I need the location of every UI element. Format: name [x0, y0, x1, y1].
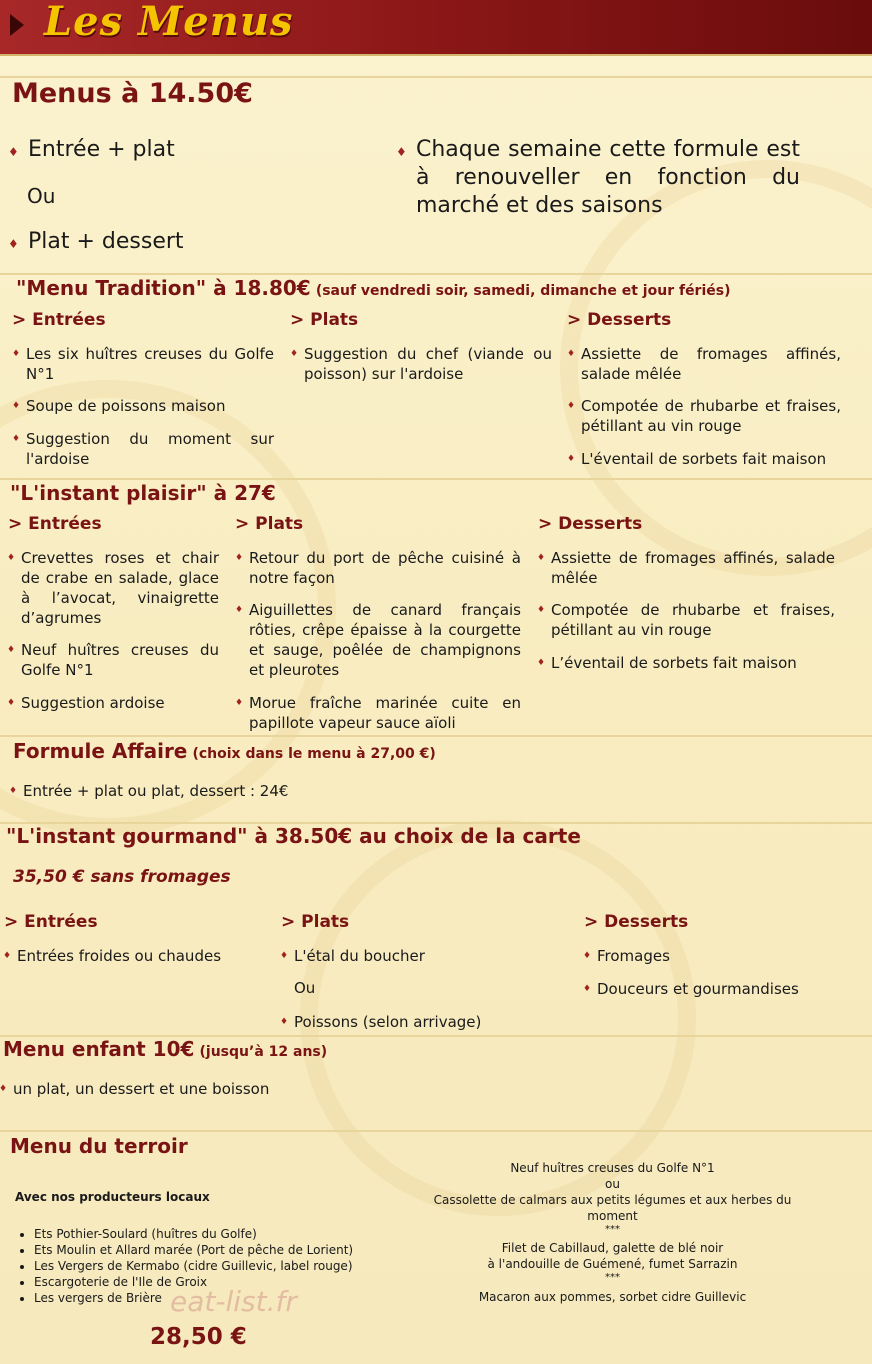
menu-or: Ou [294, 979, 316, 997]
menu-item: ♦ L'étal du boucher [280, 946, 554, 966]
menu-item: ♦ Compotée de rhubarbe et fraises, pétillant au vin rouge [567, 396, 841, 436]
menu-item: ♦ Assiette de fromages affinés, salade mêlée [537, 548, 835, 588]
menu-course: Neuf huîtres creuses du Golfe N°1 [510, 1161, 715, 1175]
menu-affaire-header [13, 739, 436, 763]
col-desserts-heading: > Desserts [584, 912, 689, 932]
menu-item: ♦ Compotée de rhubarbe et fraises, pétillant au vin rouge [537, 600, 835, 640]
menu-item: ♦ Soupe de poissons maison [12, 396, 274, 416]
producer-item: • Escargoterie de l'Ile de Groix [34, 1274, 353, 1290]
menu-item: ♦ Aiguillettes de canard français rôties, crêpe épaisse à la courgette et sauge, poêlée de champignons et pleurotes [235, 600, 521, 680]
divider [0, 273, 872, 275]
menu-terroir-title: Menu du terroir [10, 1134, 188, 1158]
divider [0, 1130, 872, 1132]
menu-14-or: Ou [27, 184, 56, 208]
menu-plaisir-title: "L'instant plaisir" à 27€ [10, 481, 276, 505]
separator: *** [605, 1272, 620, 1283]
menu-item: ♦ Fromages [583, 946, 857, 966]
menu-item: ♦ Assiette de fromages affinés, salade mêlée [567, 344, 841, 384]
producer-item: • Ets Pothier-Soulard (huîtres du Golfe) [34, 1226, 353, 1242]
menu-terroir-price: 28,50 € [150, 1324, 247, 1350]
col-desserts-heading: > Desserts [567, 310, 672, 330]
menu-tradition-title: "Menu Tradition" à 18.80€ [16, 276, 311, 300]
menu-gourmand-subtitle: 35,50 € sans fromages [13, 867, 231, 887]
header-banner [0, 0, 872, 56]
menu-affaire-note: (choix dans le menu à 27,00 €) [192, 746, 436, 762]
col-plats-heading: > Plats [235, 514, 304, 534]
menu-14-item: ♦ Entrée + plat [8, 136, 368, 164]
menu-item: ♦ Morue fraîche marinée cuite en papillote vapeur sauce aïoli [235, 693, 521, 733]
separator: *** [605, 1224, 620, 1235]
menu-item: ♦ Suggestion ardoise [7, 693, 219, 713]
producers-heading: Avec nos producteurs locaux [15, 1190, 210, 1204]
col-desserts-heading: > Desserts [538, 514, 643, 534]
menu-14-title: Menus à 14.50€ [12, 78, 253, 109]
producer-item: • Les Vergers de Kermabo (cidre Guillevic, label rouge) [34, 1258, 353, 1274]
menu-item: ♦ Entrée + plat ou plat, dessert : 24€ [9, 781, 423, 801]
col-entrees-heading: > Entrées [8, 514, 102, 534]
menu-item: ♦ L’éventail de sorbets fait maison [537, 653, 835, 673]
col-plats-heading: > Plats [281, 912, 350, 932]
menu-item: ♦ Neuf huîtres creuses du Golfe N°1 [7, 640, 219, 680]
divider [0, 478, 872, 480]
menu-item: ♦ Entrées froides ou chaudes [3, 946, 277, 966]
divider [0, 735, 872, 737]
page-title: Les Menus [44, 0, 294, 45]
menu-tradition-header [16, 276, 731, 300]
menu-item: ♦ Suggestion du moment sur l'ardoise [12, 429, 274, 469]
menu-course: Cassolette de calmars aux petits légumes et aux herbes du moment [433, 1193, 792, 1223]
producer-item: • Les vergers de Brière [34, 1290, 353, 1306]
menu-14-note: ♦ Chaque semaine cette formule est à renouveller en fonction du marché et des saisons [396, 136, 800, 220]
menu-gourmand-title: "L'instant gourmand" à 38.50€ au choix de la carte [6, 824, 581, 848]
watermark: eat-list.fr [170, 1285, 297, 1318]
menu-14-item: ♦ Plat + dessert [8, 228, 368, 256]
menu-item: ♦ Les six huîtres creuses du Golfe N°1 [12, 344, 274, 384]
arrow-icon [10, 14, 24, 36]
col-entrees-heading: > Entrées [4, 912, 98, 932]
menu-enfant-header [3, 1037, 327, 1061]
menu-or: ou [605, 1177, 620, 1191]
menu-course: à l'andouille de Guémené, fumet Sarrazin [487, 1257, 738, 1271]
menu-enfant-note: (jusqu’à 12 ans) [199, 1044, 328, 1060]
menu-course: Macaron aux pommes, sorbet cidre Guillevic [478, 1290, 747, 1304]
menu-course: Filet de Cabillaud, galette de blé noir [501, 1241, 724, 1255]
menu-item: ♦ Douceurs et gourmandises [583, 979, 857, 999]
menu-tradition-note: (sauf vendredi soir, samedi, dimanche et jour fériés) [315, 283, 731, 299]
menu-affaire-title: Formule Affaire [13, 739, 188, 763]
menu-item: ♦ Crevettes roses et chair de crabe en salade, glace à l’avocat, vinaigrette d’agrumes [7, 548, 219, 628]
producer-item: • Ets Moulin et Allard marée (Port de pêche de Lorient) [34, 1242, 353, 1258]
menu-item: ♦ L'éventail de sorbets fait maison [567, 449, 841, 469]
menu-item: ♦ Suggestion du chef (viande ou poisson) sur l'ardoise [290, 344, 552, 384]
menu-item: ♦ Poissons (selon arrivage) [280, 1012, 554, 1032]
menu-item: ♦ Retour du port de pêche cuisiné à notre façon [235, 548, 521, 588]
col-plats-heading: > Plats [290, 310, 359, 330]
col-entrees-heading: > Entrées [12, 310, 106, 330]
menu-item: ♦ un plat, un dessert et une boisson [0, 1079, 413, 1099]
menu-enfant-title: Menu enfant 10€ [3, 1037, 195, 1061]
